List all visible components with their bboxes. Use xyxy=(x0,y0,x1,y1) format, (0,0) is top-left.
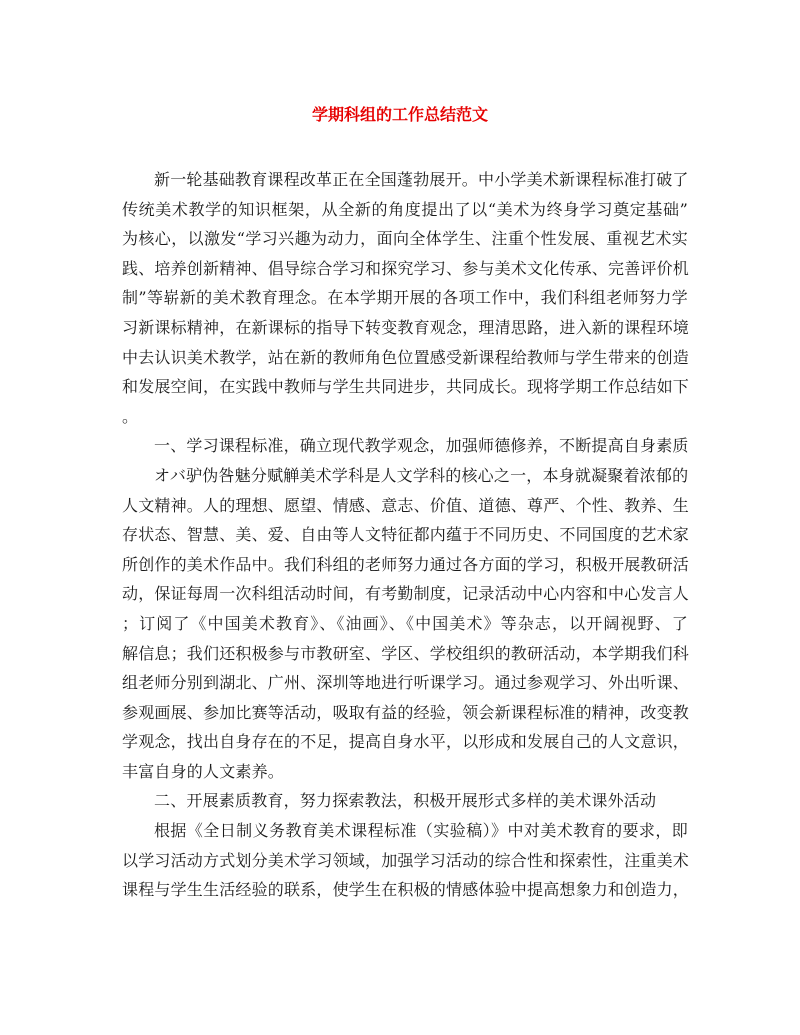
document-body xyxy=(122,165,688,905)
document-title: 学期科组的工作总结范文 xyxy=(311,105,488,124)
text-line: 动，保证每周一次科组活动时间，有考勤制度，记录活动中心内容和中心发言人 xyxy=(122,584,690,604)
text-line: 根据《全日制义务教育美术课程标准（实验稿）》中对美术教育的要求，即 xyxy=(154,821,688,841)
text-line: 学观念，找出自身存在的不足，提高自身水平，以形成和发展自己的人文意识， xyxy=(122,732,690,752)
text-line: 习新课标精神，在新课标的指导下转变教育观念，理清思路，进入新的课程环境 xyxy=(122,317,690,337)
text-line: 以学习活动方式划分美术学习领域，加强学习活动的综合性和探索性，注重美术 xyxy=(122,850,690,870)
text-line: オバ驴伪咎魅分赋觯美术学科是人文学科的核心之一，本身就凝聚着浓郁的 xyxy=(154,465,689,485)
text-line: 所创作的美术作品中。我们科组的老师努力通过各方面的学习，积极开展教研活 xyxy=(122,554,690,574)
text-line: 践、培养创新精神、倡导综合学习和探究学习、参与美术文化传承、完善评价机 xyxy=(122,258,690,278)
text-line: 为核心，以激发“学习兴趣为动力，面向全体学生、注重个性发展、重视艺术实 xyxy=(122,229,688,249)
section-heading: 一、学习课程标准，确立现代教学观念，加强师德修养，不断提高自身素质 xyxy=(154,436,689,456)
section-heading: 二、开展素质教育，努力探索教法，积极开展形式多样的美术课外活动 xyxy=(154,791,657,811)
text-line: 人文精神。人的理想、愿望、情感、意志、价值、道德、尊严、个性、教养、生 xyxy=(122,495,690,515)
text-line: 课程与学生生活经验的联系，使学生在积极的情感体验中提高想象力和创造力， xyxy=(122,880,690,900)
text-line: 存状态、智慧、美、爱、自由等人文特征都内蕴于不同历史、不同国度的艺术家 xyxy=(122,525,690,545)
text-line: 。 xyxy=(122,406,139,426)
text-line: 组老师分别到湖北、广州、深圳等地进行听课学习。通过参观学习、外出听课、 xyxy=(122,673,690,693)
text-line: 丰富自身的人文素养。 xyxy=(122,761,285,781)
text-line: 新一轮基础教育课程改革正在全国蓬勃展开。中小学美术新课程标准打破了 xyxy=(154,170,689,189)
text-line: 制”等崭新的美术教育理念。在本学期开展的各项工作中，我们科组老师努力学 xyxy=(122,288,688,308)
text-line: 中去认识美术教学，站在新的教师角色位置感受新课程给教师与学生带来的创造 xyxy=(122,347,690,367)
text-line: ；订阅了《中国美术教育》、《油画》、《中国美术》等杂志，以开阔视野、了 xyxy=(122,613,688,633)
text-line: 解信息；我们还积极参与市教研室、学区、学校组织的教研活动，本学期我们科 xyxy=(122,643,690,663)
text-line: 传统美术教学的知识框架，从全新的角度提出了以“美术为终身学习奠定基础” xyxy=(122,199,688,219)
text-line: 参观画展、参加比赛等活动，吸取有益的经验，领会新课程标准的精神，改变教 xyxy=(122,702,690,722)
text-line: 和发展空间，在实践中教师与学生共同进步，共同成长。现将学期工作总结如下 xyxy=(122,377,690,397)
